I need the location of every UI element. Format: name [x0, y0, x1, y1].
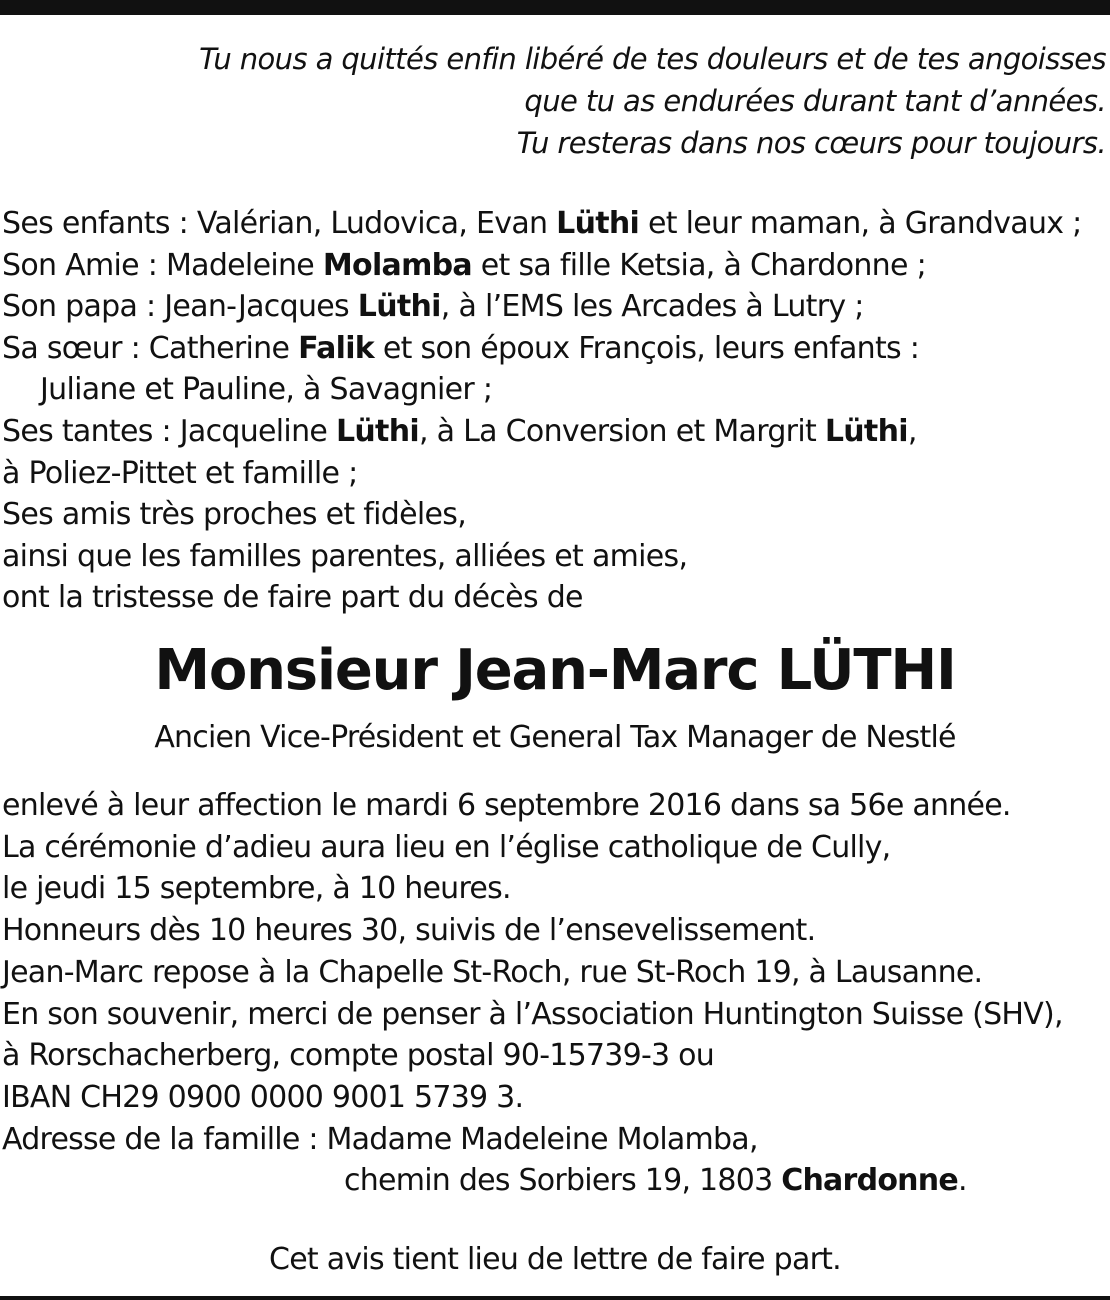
family-address-line: Adresse de la famille : Madame Madeleine Molamba, [2, 1121, 758, 1157]
family-list [2, 203, 1108, 619]
text: chemin des Sorbiers 19, 1803 [344, 1163, 782, 1199]
bottom-rule [0, 1296, 1110, 1300]
top-rule [0, 0, 1110, 15]
text: , à l’EMS les Arcades à Lutry ; [440, 289, 864, 325]
surname: Falik [298, 330, 375, 366]
family-line-aunts-place: à Poliez-Pittet et famille ; [2, 455, 358, 491]
surname: Lüthi [335, 413, 419, 449]
detail-line: enlevé à leur affection le mardi 6 septembre 2016 dans sa 56e année. [2, 788, 1011, 823]
family-line-children [2, 203, 1108, 245]
detail-line: Jean-Marc repose à la Chapelle St-Roch, rue St-Roch 19, à Lausanne. [2, 954, 983, 990]
epigraph-line: que tu as endurées durant tant d’années. [524, 84, 1106, 118]
epigraph-line: Tu resteras dans nos cœurs pour toujours. [516, 126, 1106, 160]
epigraph-line: Tu nous a quittés enfin libéré de tes douleurs et de tes angoisses [199, 42, 1106, 76]
family-line-friend [2, 245, 1108, 287]
text: Ses tantes : Jacqueline [2, 413, 336, 449]
family-line-friends: Ses amis très proches et fidèles, [2, 497, 467, 533]
text: , [907, 413, 917, 449]
family-address-street [2, 1160, 1108, 1202]
family-line-relatives: ainsi que les familles parentes, alliées et amies, [2, 538, 688, 574]
text: et leur maman, à Grandvaux ; [639, 206, 1082, 241]
text: Ses enfants : Valérian, Ludovica, Evan [2, 206, 557, 241]
family-line-nieces: Juliane et Pauline, à Savagnier ; [40, 372, 493, 408]
text: Son Amie : Madeleine [2, 247, 323, 283]
town: Chardonne [781, 1163, 958, 1199]
surname: Lüthi [357, 289, 441, 325]
epigraph [6, 38, 1106, 164]
detail-line: En son souvenir, merci de penser à l’Association Huntington Suisse (SHV), [2, 996, 1063, 1032]
detail-line: Honneurs dès 10 heures 30, suivis de l’ensevelissement. [2, 913, 816, 949]
text: et son époux François, leurs enfants : [374, 330, 920, 366]
deceased-name: Monsieur Jean-Marc LÜTHI [154, 638, 956, 703]
family-line-sister [2, 328, 1108, 370]
detail-line: le jeudi 15 septembre, à 10 heures. [2, 871, 511, 907]
detail-line: IBAN CH29 0900 0000 9001 5739 3. [2, 1079, 524, 1115]
deceased-title: Ancien Vice-Président et General Tax Manager de Nestlé [154, 720, 956, 755]
family-line-father [2, 286, 1108, 328]
text: et sa fille Ketsia, à Chardonne ; [471, 247, 926, 283]
detail-line: La cérémonie d’adieu aura lieu en l’église catholique de Cully, [2, 829, 891, 865]
text: Son papa : Jean-Jacques [2, 289, 358, 325]
surname: Molamba [322, 247, 472, 283]
detail-line: à Rorschacherberg, compte postal 90-15739-3 ou [2, 1038, 715, 1074]
surname: Lüthi [824, 413, 908, 449]
surname: Lüthi [556, 206, 640, 241]
family-line-announcement: ont la tristesse de faire part du décès de [2, 580, 583, 616]
text: . [958, 1163, 967, 1199]
text: , à La Conversion et Margrit [418, 413, 825, 449]
closing-note: Cet avis tient lieu de lettre de faire part. [269, 1242, 841, 1277]
family-line-aunts [2, 411, 1108, 453]
ceremony-details [2, 785, 1108, 1202]
text: Sa sœur : Catherine [2, 330, 299, 366]
